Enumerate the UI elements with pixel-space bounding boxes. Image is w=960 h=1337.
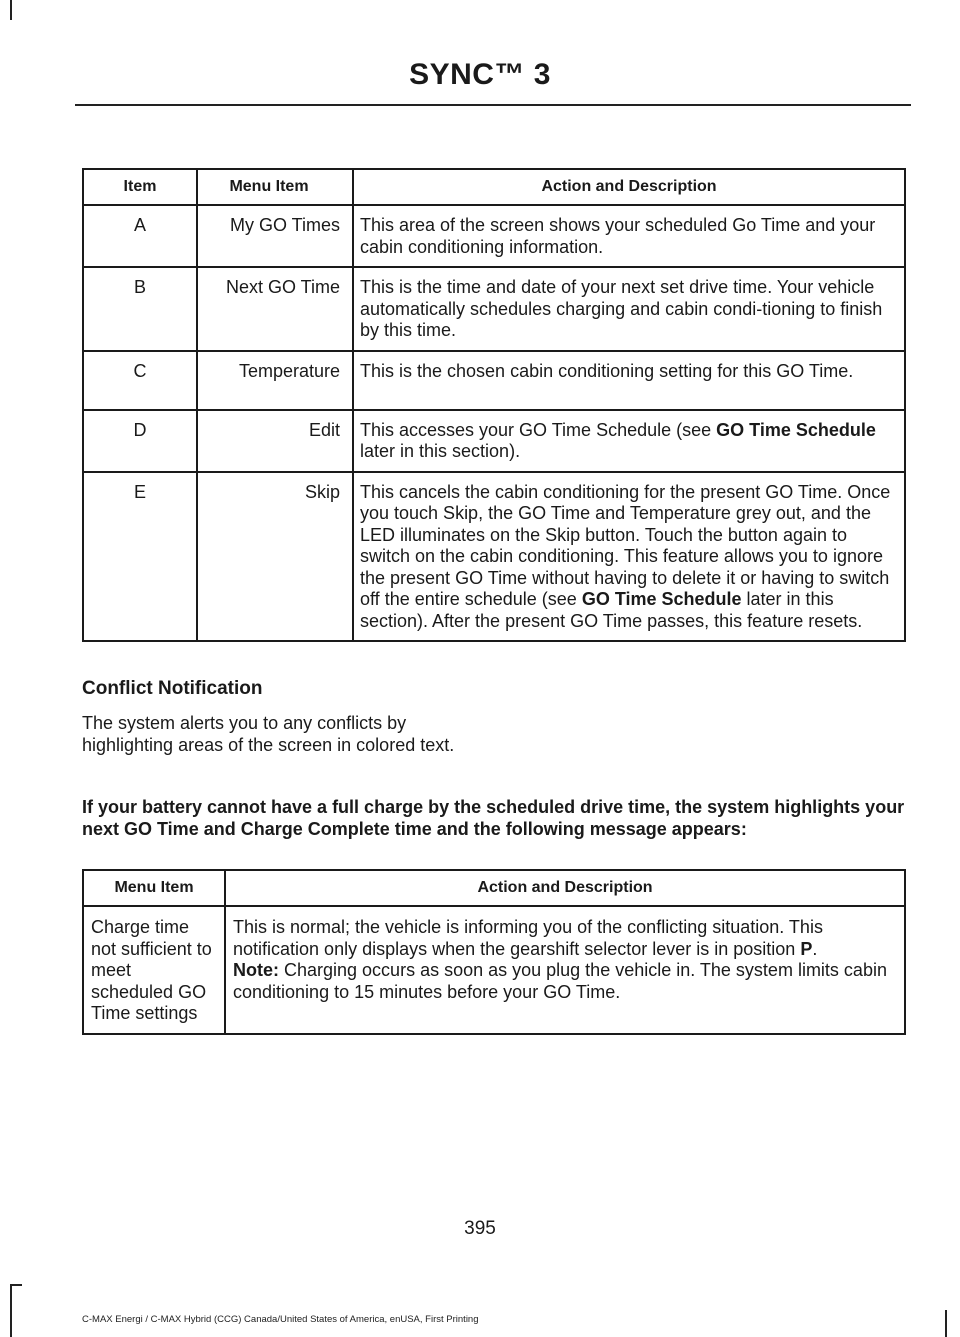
gear-position: P bbox=[800, 938, 813, 959]
note-text: Charging occurs as soon as you plug the vehicle in. The system limits cabin conditioning to 15 minutes before your GO Time. bbox=[233, 960, 887, 1002]
row-menu-item: Next GO Time bbox=[197, 267, 353, 351]
row-description: This area of the screen shows your scheduled Go Time and your cabin conditioning information. bbox=[353, 205, 905, 267]
conflict-message-table bbox=[82, 869, 906, 1035]
row-item-label: A bbox=[83, 205, 197, 267]
row-description bbox=[225, 906, 905, 1034]
crop-mark-top-left bbox=[10, 0, 12, 20]
table-header-row bbox=[83, 169, 905, 205]
row-description: This is the chosen cabin conditioning setting for this GO Time. bbox=[353, 351, 905, 410]
column-header-action: Action and Description bbox=[353, 169, 905, 205]
desc-text: later in this section). After the present GO Time passes, this feature resets. bbox=[360, 589, 863, 631]
desc-text: This cancels the cabin conditioning for the present GO Time. Once you touch Skip, the GO Time and Temperature grey out, and the LED illuminates on the Skip button. Touch the button again to switch on the cabin conditioning. This feature allows you to ignore the present GO Time without having to delete it or having to switch off the entire schedule (see bbox=[360, 481, 891, 609]
table-row bbox=[83, 267, 905, 351]
page-number: 395 bbox=[464, 1218, 496, 1239]
crop-mark-bottom-left bbox=[10, 1284, 12, 1337]
row-menu-item: Skip bbox=[197, 472, 353, 642]
crop-mark-bottom-left-h bbox=[10, 1284, 22, 1286]
row-item-label: D bbox=[83, 410, 197, 472]
row-menu-item: Edit bbox=[197, 410, 353, 472]
desc-text: This is normal; the vehicle is informing you of the conflicting situation. This notification only displays when the gearshift selector lever is in position bbox=[233, 917, 823, 959]
row-item-label: C bbox=[83, 351, 197, 410]
footer-print-info: C-MAX Energi / C-MAX Hybrid (CCG) Canada/United States of America, enUSA, First Printing bbox=[82, 1314, 479, 1325]
column-header-action: Action and Description bbox=[225, 870, 905, 906]
column-header-item: Item bbox=[83, 169, 197, 205]
table-row bbox=[83, 472, 905, 642]
cross-reference: GO Time Schedule bbox=[581, 589, 742, 609]
table-header-row bbox=[83, 870, 905, 906]
row-menu-item: My GO Times bbox=[197, 205, 353, 267]
page-header-title: SYNC™ 3 bbox=[409, 58, 551, 91]
conflict-paragraph: If your battery cannot have a full charge by the scheduled drive time, the system highlights your next GO Time and Charge Complete time and the following message appears: bbox=[82, 797, 905, 839]
table-row bbox=[83, 351, 905, 410]
desc-text: This accesses your GO Time Schedule (see bbox=[360, 419, 717, 440]
row-description: This is the time and date of your next set drive time. Your vehicle automatically schedules charging and cabin condi-tioning to finish by this time. bbox=[353, 267, 905, 351]
menu-items-table bbox=[82, 168, 906, 642]
table-row bbox=[83, 410, 905, 472]
row-menu-item: Temperature bbox=[197, 351, 353, 410]
intro-paragraph: The system alerts you to any conflicts by highlighting areas of the screen in colored text. bbox=[82, 713, 455, 755]
table-row bbox=[83, 906, 905, 1034]
section-heading: Conflict Notification bbox=[82, 678, 263, 699]
desc-text: . bbox=[812, 938, 818, 959]
column-header-menu-item: Menu Item bbox=[83, 870, 225, 906]
crop-mark-bottom-right bbox=[945, 1310, 947, 1337]
desc-text: later in this section). bbox=[360, 441, 521, 461]
column-header-menu-item: Menu Item bbox=[197, 169, 353, 205]
row-description bbox=[353, 410, 905, 472]
note-label: Note: bbox=[233, 960, 279, 980]
cross-reference: GO Time Schedule bbox=[716, 419, 876, 440]
row-item-label: E bbox=[83, 472, 197, 642]
row-menu-item: Charge time not sufficient to meet scheduled GO Time settings bbox=[83, 906, 225, 1034]
row-description bbox=[353, 472, 905, 642]
header-divider bbox=[75, 104, 911, 106]
row-item-label: B bbox=[83, 267, 197, 351]
table-row bbox=[83, 205, 905, 267]
